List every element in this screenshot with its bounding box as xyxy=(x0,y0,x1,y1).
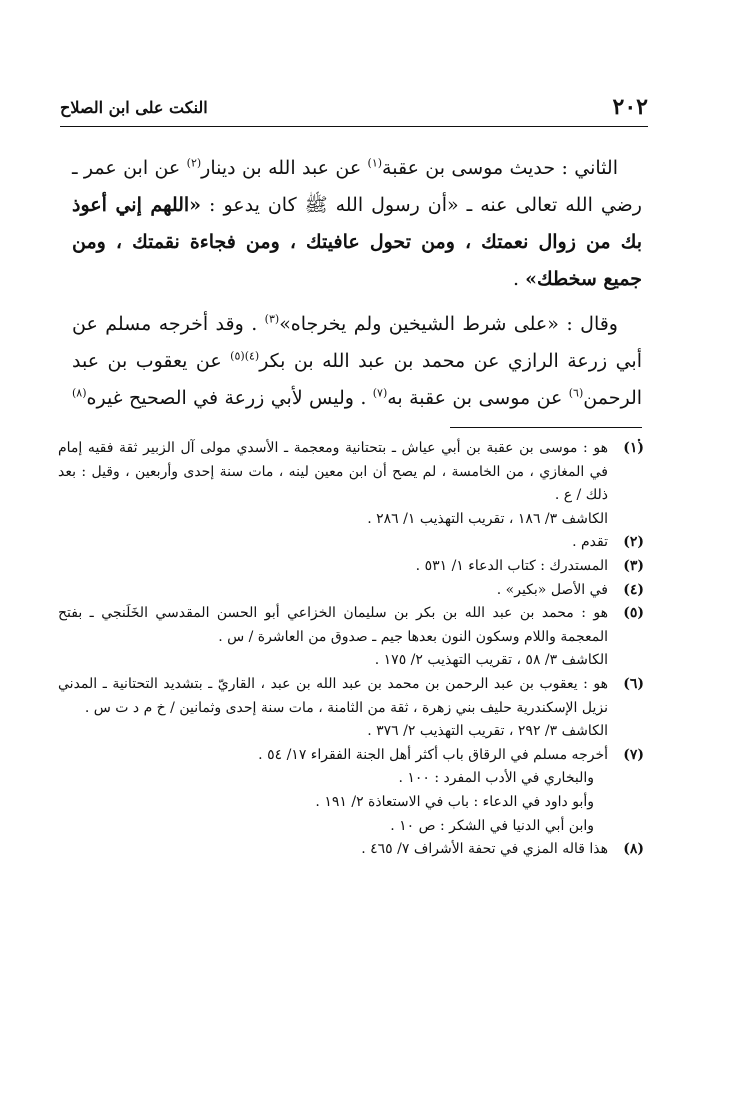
footnote-ref[interactable]: (٢) xyxy=(186,156,202,170)
paragraph-hadith: الثاني : حديث موسى بن عقبة$^{(١)}$ عن عبد الله بن دينار$^{(٢)}$ عن ابن عمر ـ رضي الله تعالى عنه ـ «أن رسول الله ﷺ كان يدعو : «اللهم إني أعوذ بك من زوال نعمتك ، ومن تحول عافيتك ، ومن فجاءة نقمتك ، ومن جميع سخطك» . xyxy=(72,156,642,290)
footnote-number: (٥) xyxy=(623,605,644,622)
footnote-source: الكاشف ٣/ ٥٨ ، تقريب التهذيب ٢/ ١٧٥ . xyxy=(374,652,608,669)
footnote-number: (٤) xyxy=(623,581,644,598)
footnote-text: تقدم . xyxy=(572,534,608,551)
page-header xyxy=(60,92,648,127)
footnote-ref[interactable]: (٧) xyxy=(372,386,388,400)
footnote-ref[interactable]: (١) xyxy=(367,156,383,170)
footnote-text: هو : يعقوب بن عبد الرحمن بن محمد بن عبد الله بن عبد ، القاريّ ـ بتشديد التحتانية ـ المدني نزيل الإسكندرية حليف بني زهرة ، ثقة من الثامنة ، مات سنة إحدى وثمانين / خ م د ت س . xyxy=(58,675,608,716)
footnote-ref[interactable]: (٣) xyxy=(264,312,280,326)
footnote-number: (٧) xyxy=(623,746,644,763)
footnote-text: والبخاري في الأدب المفرد : ١٠٠ . xyxy=(398,770,594,787)
footnote-item xyxy=(58,838,644,862)
footnote-text: وأبو داود في الدعاء : باب في الاستعاذة ٢/ ١٩١ . xyxy=(315,793,594,810)
footnote-text: هو : موسى بن عقبة بن أبي عياش ـ بتحتانية ومعجمة ـ الأسدي مولى آل الزبير ثقة فقيه إمام في المغازي ، من الخامسة ، لم يصح أن ابن معين لينه ، مات سنة إحدى وأربعين ، وقيل : بعد ذلك / ع . xyxy=(58,440,608,504)
footnote-text: هذا قاله المزي في تحفة الأشراف ٧/ ٤٦٥ . xyxy=(361,841,608,858)
footnote-text: وابن أبي الدنيا في الشكر : ص ١٠ . xyxy=(390,817,594,834)
footnote-ref[interactable]: (٥) xyxy=(230,349,245,363)
hadith-text: «اللهم إني أعوذ بك من زوال نعمتك ، ومن تحول عافيتك ، ومن فجاءة نقمتك ، ومن جميع سخطك» xyxy=(72,194,642,290)
footnote-number: (١) xyxy=(623,440,644,456)
page-number: ٢٠٢ xyxy=(612,94,648,120)
footnotes xyxy=(58,437,644,862)
footnote-item xyxy=(58,602,644,673)
footnote-item xyxy=(58,531,644,555)
footnote-number: (٨) xyxy=(623,841,644,858)
footnote-text: في الأصل «بكير» . xyxy=(496,581,608,598)
footnote-text: المستدرك : كتاب الدعاء ١/ ٥٣١ . xyxy=(415,557,608,574)
footnote-source: الكاشف ٣/ ٢٩٢ ، تقريب التهذيب ٢/ ٣٧٦ . xyxy=(367,723,608,740)
footnote-number: (٦) xyxy=(623,675,644,692)
footnote-item xyxy=(58,673,644,744)
main-text xyxy=(72,150,642,462)
footnote-item xyxy=(58,744,644,838)
footnote-item xyxy=(58,579,644,603)
footnote-ref[interactable]: (٨) xyxy=(72,386,87,400)
footnote-item xyxy=(58,555,644,579)
footnote-ref[interactable]: (٦) xyxy=(568,386,584,400)
footnote-ref[interactable]: (٤) xyxy=(244,349,260,363)
footnote-text: هو : محمد بن عبد الله بن بكر بن سليمان الخزاعي أبو الحسن المقدسي الخَلَنجي ـ بفتح المعجمة واللام وسكون النون بعدها جيم ـ صدوق من العاشرة / س . xyxy=(58,605,608,645)
footnote-number: (٣) xyxy=(623,557,644,574)
footnote-divider xyxy=(450,427,642,428)
footnote-source: الكاشف ٣/ ١٨٦ ، تقريب التهذيب ١/ ٢٨٦ . xyxy=(367,510,608,527)
running-title: النكت على ابن الصلاح xyxy=(60,98,208,117)
footnote-number: (٢) xyxy=(623,534,644,551)
footnote-item xyxy=(58,437,644,531)
paragraph-takhrij: وقال : «على شرط الشيخين ولم يخرجاه»$^{(٣)}$ . وقد أخرجه مسلم عن أبي زرعة الرازي عن محمد بن عبد الله بن بكر$^{(٤)(٥)}$ عن يعقوب بن عبد الرحمن$^{(٦)}$ عن موسى بن عقبة به$^{(٧)}$ . وليس لأبي زرعة في الصحيح غيره$^{(٨)}$ . xyxy=(72,312,643,446)
footnote-text: أخرجه مسلم في الرقاق باب أكثر أهل الجنة الفقراء ١٧/ ٥٤ . xyxy=(258,746,608,763)
